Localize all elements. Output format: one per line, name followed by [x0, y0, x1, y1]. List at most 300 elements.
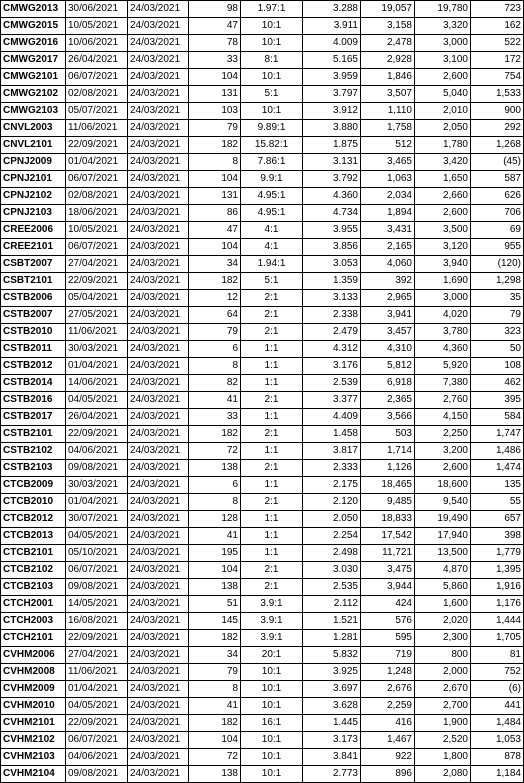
- warrant-code-cell: CVHM2104: [1, 766, 66, 783]
- conversion-ratio-cell: 10:1: [241, 766, 303, 783]
- breakeven-value-cell: 4.734: [303, 205, 361, 222]
- market-price-cell: 2,600: [415, 205, 471, 222]
- conversion-ratio-cell: 3.9:1: [241, 613, 303, 630]
- breakeven-value-cell: 2.120: [303, 494, 361, 511]
- breakeven-value-cell: 1.875: [303, 137, 361, 154]
- days-remaining-cell: 47: [189, 222, 241, 239]
- report-date-cell: 24/03/2021: [128, 562, 189, 579]
- warrant-code-cell: CTCB2012: [1, 511, 66, 528]
- conversion-ratio-cell: 2:1: [241, 290, 303, 307]
- market-price-cell: 18,600: [415, 477, 471, 494]
- conversion-ratio-cell: 1:1: [241, 443, 303, 460]
- conversion-ratio-cell: 10:1: [241, 664, 303, 681]
- price-difference-cell: 1,484: [471, 715, 524, 732]
- breakeven-value-cell: 3.053: [303, 256, 361, 273]
- conversion-ratio-cell: 7.86:1: [241, 154, 303, 171]
- breakeven-value-cell: 2.050: [303, 511, 361, 528]
- maturity-date-cell: 10/05/2021: [66, 18, 128, 35]
- maturity-date-cell: 04/05/2021: [66, 528, 128, 545]
- breakeven-value-cell: 4.009: [303, 35, 361, 52]
- maturity-date-cell: 27/04/2021: [66, 647, 128, 664]
- report-date-cell: 24/03/2021: [128, 52, 189, 69]
- table-row: [1, 664, 524, 681]
- table-row: [1, 545, 524, 562]
- price-difference-cell: 172: [471, 52, 524, 69]
- report-date-cell: 24/03/2021: [128, 494, 189, 511]
- report-date-cell: 24/03/2021: [128, 766, 189, 783]
- maturity-date-cell: 26/04/2021: [66, 409, 128, 426]
- theoretical-price-cell: 1,714: [361, 443, 415, 460]
- market-price-cell: 2,080: [415, 766, 471, 783]
- days-remaining-cell: 64: [189, 307, 241, 324]
- maturity-date-cell: 22/09/2021: [66, 137, 128, 154]
- breakeven-value-cell: 3.856: [303, 239, 361, 256]
- maturity-date-cell: 01/04/2021: [66, 358, 128, 375]
- days-remaining-cell: 72: [189, 749, 241, 766]
- price-difference-cell: 35: [471, 290, 524, 307]
- table-body: [1, 1, 524, 783]
- theoretical-price-cell: 392: [361, 273, 415, 290]
- table-row: [1, 307, 524, 324]
- price-difference-cell: (120): [471, 256, 524, 273]
- table-row: [1, 562, 524, 579]
- conversion-ratio-cell: 1:1: [241, 511, 303, 528]
- report-date-cell: 24/03/2021: [128, 86, 189, 103]
- days-remaining-cell: 82: [189, 375, 241, 392]
- theoretical-price-cell: 1,894: [361, 205, 415, 222]
- breakeven-value-cell: 3.288: [303, 1, 361, 18]
- market-price-cell: 5,040: [415, 86, 471, 103]
- conversion-ratio-cell: 1:1: [241, 358, 303, 375]
- market-price-cell: 1,780: [415, 137, 471, 154]
- conversion-ratio-cell: 10:1: [241, 732, 303, 749]
- theoretical-price-cell: 1,758: [361, 120, 415, 137]
- days-remaining-cell: 98: [189, 1, 241, 18]
- price-difference-cell: 162: [471, 18, 524, 35]
- breakeven-value-cell: 3.131: [303, 154, 361, 171]
- conversion-ratio-cell: 8:1: [241, 52, 303, 69]
- warrant-code-cell: CTCB2009: [1, 477, 66, 494]
- maturity-date-cell: 05/07/2021: [66, 103, 128, 120]
- report-date-cell: 24/03/2021: [128, 460, 189, 477]
- conversion-ratio-cell: 1:1: [241, 477, 303, 494]
- table-row: [1, 341, 524, 358]
- maturity-date-cell: 01/04/2021: [66, 154, 128, 171]
- table-row: [1, 494, 524, 511]
- days-remaining-cell: 103: [189, 103, 241, 120]
- price-difference-cell: 1,533: [471, 86, 524, 103]
- breakeven-value-cell: 3.797: [303, 86, 361, 103]
- market-price-cell: 4,870: [415, 562, 471, 579]
- table-row: [1, 137, 524, 154]
- warrant-code-cell: CSBT2007: [1, 256, 66, 273]
- maturity-date-cell: 04/05/2021: [66, 698, 128, 715]
- conversion-ratio-cell: 2:1: [241, 579, 303, 596]
- report-date-cell: 24/03/2021: [128, 715, 189, 732]
- theoretical-price-cell: 3,465: [361, 154, 415, 171]
- table-row: [1, 324, 524, 341]
- report-date-cell: 24/03/2021: [128, 341, 189, 358]
- warrant-code-cell: CVHM2101: [1, 715, 66, 732]
- breakeven-value-cell: 5.832: [303, 647, 361, 664]
- days-remaining-cell: 8: [189, 154, 241, 171]
- price-difference-cell: 1,747: [471, 426, 524, 443]
- report-date-cell: 24/03/2021: [128, 392, 189, 409]
- warrant-code-cell: CVHM2103: [1, 749, 66, 766]
- maturity-date-cell: 02/08/2021: [66, 188, 128, 205]
- maturity-date-cell: 11/06/2021: [66, 120, 128, 137]
- breakeven-value-cell: 1.359: [303, 273, 361, 290]
- breakeven-value-cell: 3.911: [303, 18, 361, 35]
- maturity-date-cell: 09/08/2021: [66, 579, 128, 596]
- market-price-cell: 2,700: [415, 698, 471, 715]
- conversion-ratio-cell: 10:1: [241, 103, 303, 120]
- theoretical-price-cell: 3,944: [361, 579, 415, 596]
- breakeven-value-cell: 3.792: [303, 171, 361, 188]
- market-price-cell: 1,900: [415, 715, 471, 732]
- breakeven-value-cell: 1.281: [303, 630, 361, 647]
- warrant-code-cell: CSTB2012: [1, 358, 66, 375]
- report-date-cell: 24/03/2021: [128, 579, 189, 596]
- breakeven-value-cell: 3.176: [303, 358, 361, 375]
- table-row: [1, 273, 524, 290]
- price-difference-cell: 398: [471, 528, 524, 545]
- price-difference-cell: 1,779: [471, 545, 524, 562]
- market-price-cell: 3,120: [415, 239, 471, 256]
- maturity-date-cell: 06/07/2021: [66, 171, 128, 188]
- market-price-cell: 3,320: [415, 18, 471, 35]
- table-row: [1, 52, 524, 69]
- days-remaining-cell: 79: [189, 120, 241, 137]
- warrant-code-cell: CMWG2101: [1, 69, 66, 86]
- days-remaining-cell: 12: [189, 290, 241, 307]
- conversion-ratio-cell: 15.82:1: [241, 137, 303, 154]
- days-remaining-cell: 104: [189, 171, 241, 188]
- table-row: [1, 239, 524, 256]
- market-price-cell: 4,150: [415, 409, 471, 426]
- days-remaining-cell: 131: [189, 86, 241, 103]
- table-row: [1, 511, 524, 528]
- price-difference-cell: 69: [471, 222, 524, 239]
- theoretical-price-cell: 424: [361, 596, 415, 613]
- warrant-code-cell: CPNJ2103: [1, 205, 66, 222]
- warrant-code-cell: CSTB2102: [1, 443, 66, 460]
- days-remaining-cell: 8: [189, 358, 241, 375]
- days-remaining-cell: 41: [189, 528, 241, 545]
- table-row: [1, 35, 524, 52]
- market-price-cell: 4,020: [415, 307, 471, 324]
- price-difference-cell: 723: [471, 1, 524, 18]
- theoretical-price-cell: 18,465: [361, 477, 415, 494]
- maturity-date-cell: 11/06/2021: [66, 324, 128, 341]
- warrant-code-cell: CVHM2009: [1, 681, 66, 698]
- days-remaining-cell: 78: [189, 35, 241, 52]
- conversion-ratio-cell: 1.94:1: [241, 256, 303, 273]
- report-date-cell: 24/03/2021: [128, 732, 189, 749]
- market-price-cell: 3,420: [415, 154, 471, 171]
- conversion-ratio-cell: 10:1: [241, 698, 303, 715]
- report-date-cell: 24/03/2021: [128, 596, 189, 613]
- theoretical-price-cell: 2,478: [361, 35, 415, 52]
- report-date-cell: 24/03/2021: [128, 443, 189, 460]
- report-date-cell: 24/03/2021: [128, 273, 189, 290]
- maturity-date-cell: 06/07/2021: [66, 562, 128, 579]
- conversion-ratio-cell: 1:1: [241, 409, 303, 426]
- market-price-cell: 2,670: [415, 681, 471, 698]
- market-price-cell: 2,660: [415, 188, 471, 205]
- report-date-cell: 24/03/2021: [128, 239, 189, 256]
- breakeven-value-cell: 2.175: [303, 477, 361, 494]
- maturity-date-cell: 11/06/2021: [66, 664, 128, 681]
- report-date-cell: 24/03/2021: [128, 749, 189, 766]
- warrant-code-cell: CPNJ2009: [1, 154, 66, 171]
- price-difference-cell: 1,474: [471, 460, 524, 477]
- price-difference-cell: 1,705: [471, 630, 524, 647]
- table-row: [1, 392, 524, 409]
- maturity-date-cell: 26/04/2021: [66, 52, 128, 69]
- warrant-code-cell: CSTB2017: [1, 409, 66, 426]
- maturity-date-cell: 02/08/2021: [66, 86, 128, 103]
- conversion-ratio-cell: 10:1: [241, 35, 303, 52]
- market-price-cell: 3,780: [415, 324, 471, 341]
- market-price-cell: 3,000: [415, 290, 471, 307]
- days-remaining-cell: 182: [189, 273, 241, 290]
- report-date-cell: 24/03/2021: [128, 69, 189, 86]
- warrant-code-cell: CTCB2102: [1, 562, 66, 579]
- price-difference-cell: 1,444: [471, 613, 524, 630]
- breakeven-value-cell: 3.880: [303, 120, 361, 137]
- maturity-date-cell: 06/07/2021: [66, 69, 128, 86]
- warrant-code-cell: CTCB2010: [1, 494, 66, 511]
- warrant-code-cell: CMWG2015: [1, 18, 66, 35]
- maturity-date-cell: 01/04/2021: [66, 681, 128, 698]
- price-difference-cell: 79: [471, 307, 524, 324]
- warrant-code-cell: CVHM2010: [1, 698, 66, 715]
- conversion-ratio-cell: 10:1: [241, 681, 303, 698]
- theoretical-price-cell: 2,965: [361, 290, 415, 307]
- market-price-cell: 1,800: [415, 749, 471, 766]
- theoretical-price-cell: 2,259: [361, 698, 415, 715]
- maturity-date-cell: 01/04/2021: [66, 494, 128, 511]
- theoretical-price-cell: 2,365: [361, 392, 415, 409]
- market-price-cell: 3,200: [415, 443, 471, 460]
- table-row: [1, 375, 524, 392]
- conversion-ratio-cell: 2:1: [241, 392, 303, 409]
- breakeven-value-cell: 2.333: [303, 460, 361, 477]
- report-date-cell: 24/03/2021: [128, 18, 189, 35]
- report-date-cell: 24/03/2021: [128, 307, 189, 324]
- theoretical-price-cell: 2,165: [361, 239, 415, 256]
- maturity-date-cell: 27/04/2021: [66, 256, 128, 273]
- maturity-date-cell: 14/06/2021: [66, 375, 128, 392]
- report-date-cell: 24/03/2021: [128, 409, 189, 426]
- report-date-cell: 24/03/2021: [128, 120, 189, 137]
- warrant-code-cell: CTCH2101: [1, 630, 66, 647]
- warrant-code-cell: CMWG2013: [1, 1, 66, 18]
- report-date-cell: 24/03/2021: [128, 222, 189, 239]
- days-remaining-cell: 138: [189, 460, 241, 477]
- days-remaining-cell: 79: [189, 324, 241, 341]
- conversion-ratio-cell: 2:1: [241, 324, 303, 341]
- conversion-ratio-cell: 1:1: [241, 528, 303, 545]
- price-difference-cell: 462: [471, 375, 524, 392]
- days-remaining-cell: 41: [189, 392, 241, 409]
- conversion-ratio-cell: 10:1: [241, 749, 303, 766]
- conversion-ratio-cell: 20:1: [241, 647, 303, 664]
- theoretical-price-cell: 1,126: [361, 460, 415, 477]
- market-price-cell: 17,940: [415, 528, 471, 545]
- breakeven-value-cell: 3.377: [303, 392, 361, 409]
- table-row: [1, 18, 524, 35]
- price-difference-cell: 878: [471, 749, 524, 766]
- theoretical-price-cell: 2,928: [361, 52, 415, 69]
- theoretical-price-cell: 9,485: [361, 494, 415, 511]
- days-remaining-cell: 138: [189, 766, 241, 783]
- conversion-ratio-cell: 3.9:1: [241, 630, 303, 647]
- market-price-cell: 3,000: [415, 35, 471, 52]
- warrant-code-cell: CVHM2008: [1, 664, 66, 681]
- maturity-date-cell: 22/09/2021: [66, 273, 128, 290]
- price-difference-cell: 752: [471, 664, 524, 681]
- warrant-code-cell: CSBT2101: [1, 273, 66, 290]
- report-date-cell: 24/03/2021: [128, 137, 189, 154]
- market-price-cell: 3,500: [415, 222, 471, 239]
- theoretical-price-cell: 1,846: [361, 69, 415, 86]
- report-date-cell: 24/03/2021: [128, 477, 189, 494]
- days-remaining-cell: 34: [189, 256, 241, 273]
- days-remaining-cell: 8: [189, 681, 241, 698]
- table-row: [1, 290, 524, 307]
- market-price-cell: 1,600: [415, 596, 471, 613]
- maturity-date-cell: 30/03/2021: [66, 477, 128, 494]
- theoretical-price-cell: 719: [361, 647, 415, 664]
- table-row: [1, 647, 524, 664]
- theoretical-price-cell: 3,158: [361, 18, 415, 35]
- market-price-cell: 2,520: [415, 732, 471, 749]
- price-difference-cell: 1,916: [471, 579, 524, 596]
- breakeven-value-cell: 3.628: [303, 698, 361, 715]
- report-date-cell: 24/03/2021: [128, 426, 189, 443]
- warrant-code-cell: CSTB2014: [1, 375, 66, 392]
- report-date-cell: 24/03/2021: [128, 613, 189, 630]
- price-difference-cell: 81: [471, 647, 524, 664]
- table-row: [1, 1, 524, 18]
- report-date-cell: 24/03/2021: [128, 205, 189, 222]
- market-price-cell: 19,780: [415, 1, 471, 18]
- maturity-date-cell: 22/09/2021: [66, 630, 128, 647]
- price-difference-cell: 955: [471, 239, 524, 256]
- warrant-code-cell: CTCB2103: [1, 579, 66, 596]
- table-row: [1, 426, 524, 443]
- breakeven-value-cell: 1.445: [303, 715, 361, 732]
- conversion-ratio-cell: 2:1: [241, 460, 303, 477]
- price-difference-cell: (6): [471, 681, 524, 698]
- theoretical-price-cell: 3,475: [361, 562, 415, 579]
- days-remaining-cell: 79: [189, 664, 241, 681]
- days-remaining-cell: 33: [189, 52, 241, 69]
- warrant-code-cell: CREE2101: [1, 239, 66, 256]
- market-price-cell: 2,000: [415, 664, 471, 681]
- report-date-cell: 24/03/2021: [128, 1, 189, 18]
- days-remaining-cell: 104: [189, 239, 241, 256]
- maturity-date-cell: 14/05/2021: [66, 596, 128, 613]
- table-row: [1, 188, 524, 205]
- conversion-ratio-cell: 2:1: [241, 307, 303, 324]
- price-difference-cell: 1,298: [471, 273, 524, 290]
- breakeven-value-cell: 4.409: [303, 409, 361, 426]
- price-difference-cell: 754: [471, 69, 524, 86]
- table-row: [1, 715, 524, 732]
- theoretical-price-cell: 19,057: [361, 1, 415, 18]
- days-remaining-cell: 195: [189, 545, 241, 562]
- breakeven-value-cell: 5.165: [303, 52, 361, 69]
- price-difference-cell: 135: [471, 477, 524, 494]
- warrant-code-cell: CPNJ2102: [1, 188, 66, 205]
- report-date-cell: 24/03/2021: [128, 290, 189, 307]
- price-difference-cell: 395: [471, 392, 524, 409]
- theoretical-price-cell: 595: [361, 630, 415, 647]
- maturity-date-cell: 05/10/2021: [66, 545, 128, 562]
- theoretical-price-cell: 3,507: [361, 86, 415, 103]
- warrant-code-cell: CSTB2103: [1, 460, 66, 477]
- conversion-ratio-cell: 1:1: [241, 545, 303, 562]
- breakeven-value-cell: 1.521: [303, 613, 361, 630]
- breakeven-value-cell: 2.112: [303, 596, 361, 613]
- conversion-ratio-cell: 4.95:1: [241, 188, 303, 205]
- market-price-cell: 2,300: [415, 630, 471, 647]
- breakeven-value-cell: 2.773: [303, 766, 361, 783]
- report-date-cell: 24/03/2021: [128, 647, 189, 664]
- report-date-cell: 24/03/2021: [128, 698, 189, 715]
- days-remaining-cell: 182: [189, 137, 241, 154]
- breakeven-value-cell: 3.841: [303, 749, 361, 766]
- conversion-ratio-cell: 4:1: [241, 239, 303, 256]
- theoretical-price-cell: 2,676: [361, 681, 415, 698]
- table-row: [1, 69, 524, 86]
- theoretical-price-cell: 896: [361, 766, 415, 783]
- warrant-code-cell: CTCB2101: [1, 545, 66, 562]
- days-remaining-cell: 47: [189, 18, 241, 35]
- warrant-code-cell: CMWG2016: [1, 35, 66, 52]
- maturity-date-cell: 04/06/2021: [66, 443, 128, 460]
- report-date-cell: 24/03/2021: [128, 256, 189, 273]
- warrant-code-cell: CSTB2007: [1, 307, 66, 324]
- breakeven-value-cell: 2.254: [303, 528, 361, 545]
- price-difference-cell: 1,053: [471, 732, 524, 749]
- breakeven-value-cell: 3.173: [303, 732, 361, 749]
- breakeven-value-cell: 3.925: [303, 664, 361, 681]
- market-price-cell: 1,690: [415, 273, 471, 290]
- price-difference-cell: 441: [471, 698, 524, 715]
- breakeven-value-cell: 3.030: [303, 562, 361, 579]
- breakeven-value-cell: 3.959: [303, 69, 361, 86]
- breakeven-value-cell: 2.535: [303, 579, 361, 596]
- days-remaining-cell: 6: [189, 341, 241, 358]
- maturity-date-cell: 10/06/2021: [66, 35, 128, 52]
- breakeven-value-cell: 3.133: [303, 290, 361, 307]
- table-row: [1, 358, 524, 375]
- warrant-code-cell: CNVL2003: [1, 120, 66, 137]
- theoretical-price-cell: 416: [361, 715, 415, 732]
- price-difference-cell: 626: [471, 188, 524, 205]
- report-date-cell: 24/03/2021: [128, 171, 189, 188]
- table-row: [1, 256, 524, 273]
- breakeven-value-cell: 2.338: [303, 307, 361, 324]
- warrant-code-cell: CPNJ2101: [1, 171, 66, 188]
- warrant-code-cell: CSTB2010: [1, 324, 66, 341]
- conversion-ratio-cell: 4:1: [241, 222, 303, 239]
- conversion-ratio-cell: 1:1: [241, 341, 303, 358]
